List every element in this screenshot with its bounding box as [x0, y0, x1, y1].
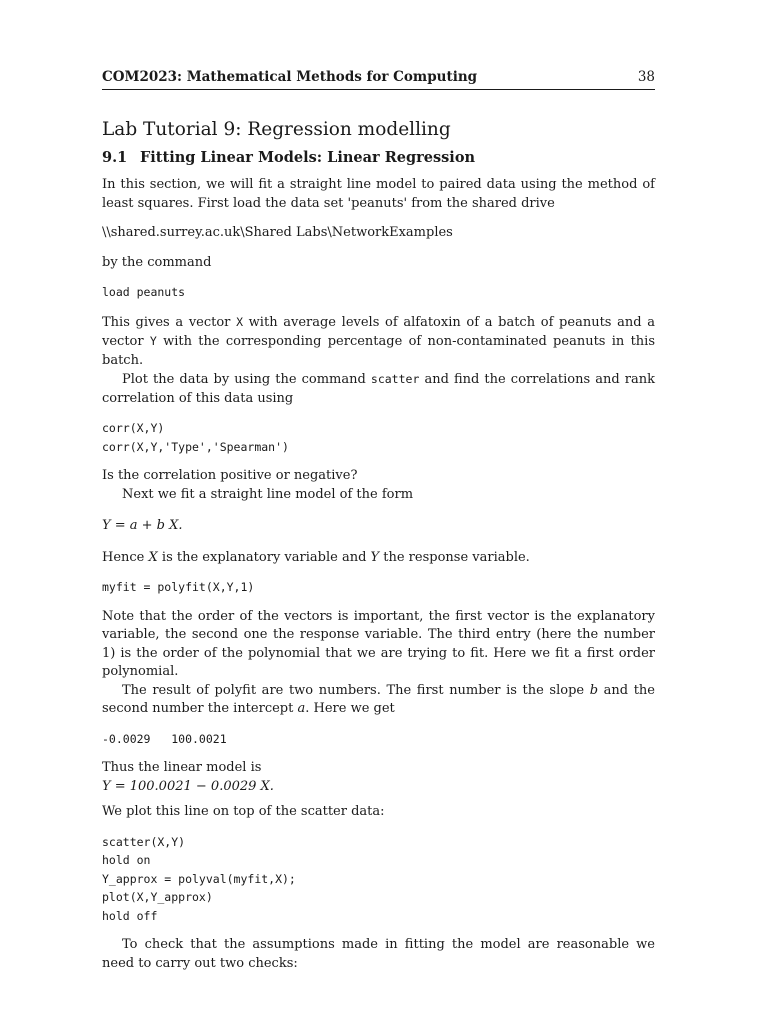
- thus-text: Thus the linear model is: [102, 760, 262, 775]
- shared-drive-path: \\shared.surrey.ac.uk\Shared Labs\NetworkExamples: [102, 225, 453, 240]
- equation-model: Y = a + b X.: [102, 518, 183, 533]
- running-header: [102, 69, 655, 85]
- gives-mid: with average levels of alfatoxin of a batch of peanuts and a vector: [102, 314, 655, 349]
- plot-line-text: We plot this line on top of the scatter data:: [102, 804, 385, 819]
- gives-pre: This gives a vector: [102, 314, 237, 330]
- result-post: . Here we get: [305, 701, 395, 716]
- page-content: [102, 117, 655, 973]
- code-output: -0.0029 100.0021: [102, 731, 227, 746]
- math-a: a: [297, 701, 306, 716]
- code-load: load peanuts: [102, 285, 186, 299]
- math-x: X: [148, 549, 158, 565]
- inline-code-scatter: scatter: [370, 372, 420, 386]
- check-paragraph: To check that the assumptions made in fitting the model are reasonable we need to carry out two checks:: [102, 937, 655, 971]
- plot-paragraph: [102, 370, 655, 408]
- hence-paragraph: [102, 549, 655, 568]
- section-number: 9.1: [102, 149, 128, 166]
- plot-post: and find the correlations and rank correlation of this data using: [102, 372, 655, 406]
- gives-post: with the corresponding percentage of non-contaminated peanuts in this batch.: [102, 334, 655, 368]
- result-paragraph: [102, 682, 655, 719]
- hence-post: the response variable.: [379, 549, 530, 565]
- result-mid: and the second number the intercept: [102, 682, 655, 716]
- plot-pre: Plot the data by using the command: [122, 372, 371, 387]
- header-rule: [102, 89, 655, 90]
- next-fit-text: Next we fit a straight line model of the form: [122, 486, 414, 502]
- section-title: Fitting Linear Models: Linear Regression: [140, 149, 476, 166]
- inline-code-x: X: [236, 314, 244, 329]
- inline-code-y: Y: [149, 334, 157, 348]
- question-text: Is the correlation positive or negative?: [102, 468, 358, 483]
- section-heading: [102, 148, 655, 168]
- intro-paragraph: In this section, we will fit a straight line model to paired data using the method of least squares. First load the data set 'peanuts' from the shared drive: [102, 177, 655, 211]
- tutorial-title: Lab Tutorial 9: Regression modelling: [102, 119, 451, 140]
- code-plot: scatter(X,Y) hold on Y_approx = polyval(myfit,X); plot(X,Y_approx) hold off: [102, 834, 296, 923]
- equation-fitted: Y = 100.0021 − 0.0029 X.: [102, 778, 274, 794]
- result-pre: The result of polyfit are two numbers. The first number is the slope: [122, 682, 590, 698]
- code-corr: corr(X,Y) corr(X,Y,'Type','Spearman'): [102, 421, 289, 454]
- page-number: 38: [637, 69, 655, 85]
- course-title: COM2023: Mathematical Methods for Computing: [102, 69, 478, 85]
- note-paragraph: Note that the order of the vectors is important, the first vector is the explanatory variable, the second one the response variable. The third entry (here the number 1) is the order of the polynomial that we are trying to fit. Here we fit a first order polynomial.: [102, 608, 655, 679]
- by-command-text: by the command: [102, 254, 212, 270]
- code-polyfit: myfit = polyfit(X,Y,1): [102, 580, 255, 594]
- gives-paragraph: [102, 313, 655, 371]
- hence-mid: is the explanatory variable and: [157, 549, 371, 565]
- math-b: b: [589, 682, 599, 698]
- math-y: Y: [370, 549, 380, 565]
- hence-pre: Hence: [102, 549, 149, 565]
